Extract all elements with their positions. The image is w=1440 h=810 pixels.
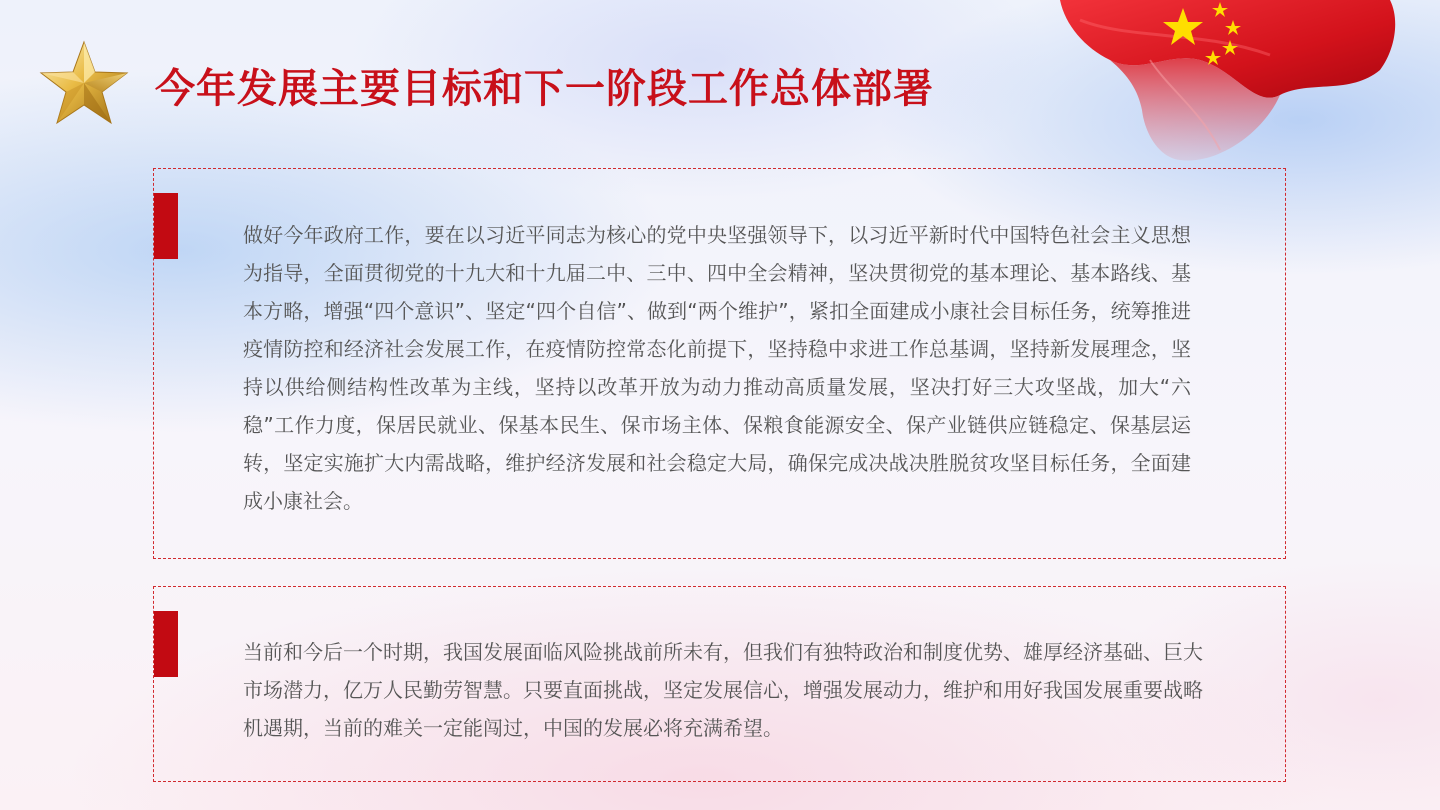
section-1-text: 做好今年政府工作，要在以习近平同志为核心的党中央坚强领导下，以习近平新时代中国特色社会主义思想为指导，全面贯彻党的十九大和十九届二中、三中、四中全会精神，坚决贯彻党的基本理论、基本路线、基本方略，增强“四个意识”、坚定“四个自信”、做到“两个维护”，紧扣全面建成小康社会目标任务，统筹推进疫情防控和经济社会发展工作，在疫情防控常态化前提下，坚持稳中求进工作总基调，坚持新发展理念，坚持以供给侧结构性改革为主线，坚持以改革开放为动力推动高质量发展，坚决打好三大攻坚战，加大“六稳”工作力度，保居民就业、保基本民生、保市场主体、保粮食能源安全、保产业链供应链稳定、保基层运转，坚定实施扩大内需战略，维护经济发展和社会稳定大局，确保完成决战决胜脱贫攻坚目标任务，全面建成小康社会。 (243, 223, 1191, 513)
red-flag-icon (1050, 0, 1440, 170)
section-2-text: 当前和今后一个时期，我国发展面临风险挑战前所未有，但我们有独特政治和制度优势、雄厚经济基础、巨大市场潜力，亿万人民勤劳智慧。只要直面挑战，坚定发展信心，增强发展动力，维护和用好我国发展重要战略机遇期，当前的难关一定能闯过，中国的发展必将充满希望。 (243, 640, 1203, 740)
accent-bar (154, 193, 178, 259)
page-title: 今年发展主要目标和下一阶段工作总体部署 (155, 66, 934, 112)
accent-bar (154, 611, 178, 677)
content-panel-1 (153, 168, 1286, 559)
gold-star-icon (38, 40, 130, 126)
content-panel-2 (153, 586, 1286, 782)
